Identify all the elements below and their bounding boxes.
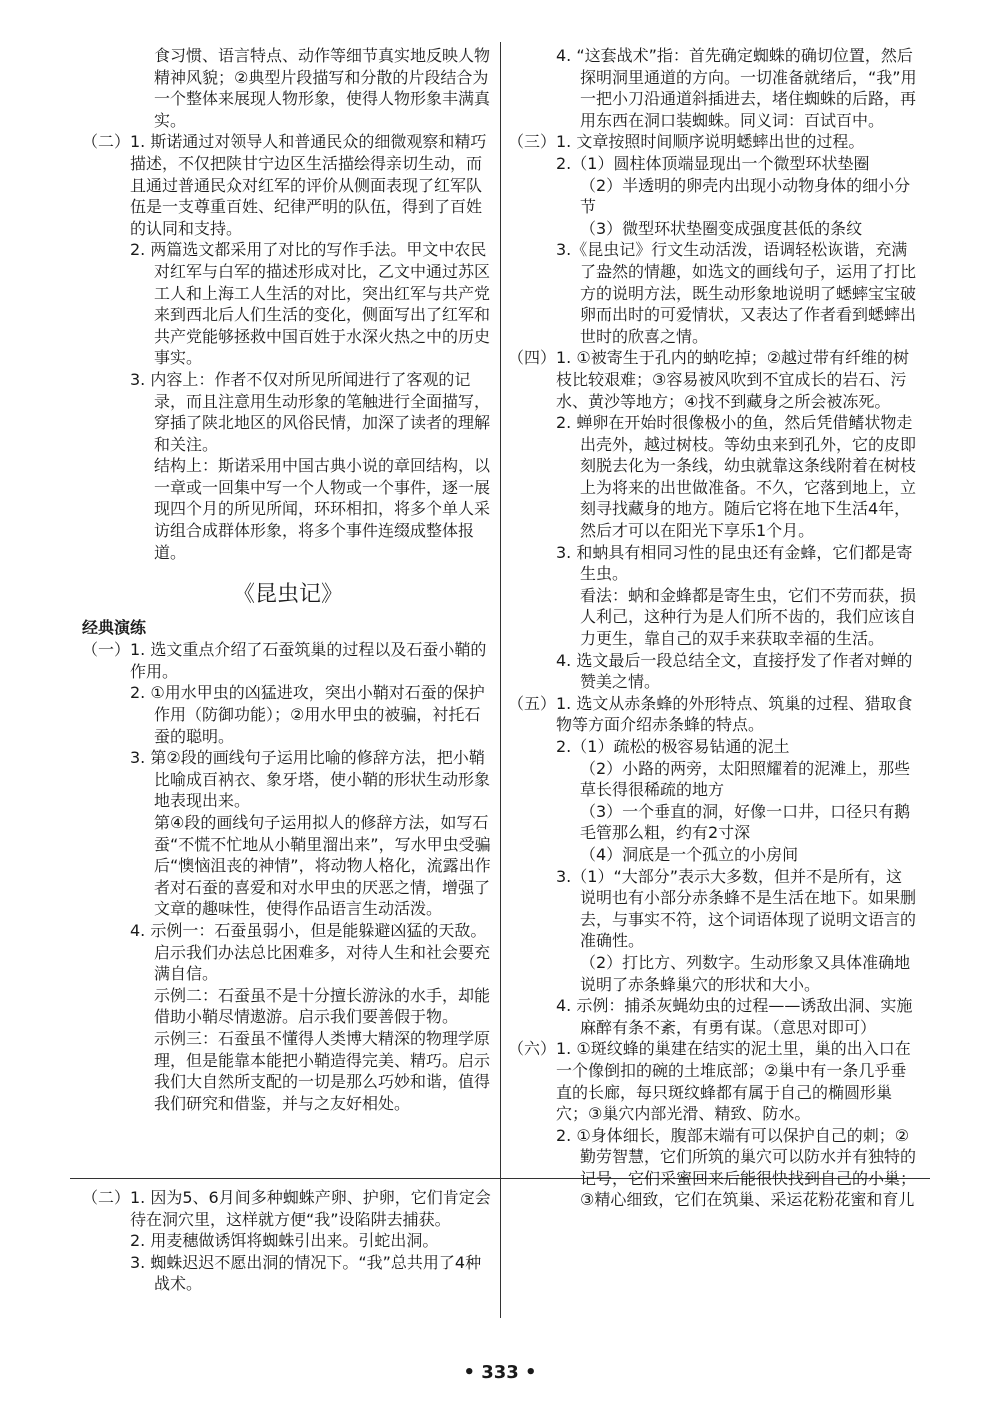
answer-paragraph: （3）微型环状垫圈变成强度甚低的条纹 — [580, 218, 863, 238]
answer-paragraph: （2）半透明的卵壳内出现小动物身体的细小分节 — [580, 175, 911, 217]
answer-paragraph: 2. ①身体细长，腹部末端有可以保护自己的刺；②勤劳智慧，它们所筑的巢穴可以防水并有独特的记号，它们采蜜回来后能很快找到自己的小巢；③精心细致，它们在筑巢、采运花粉花蜜和育儿 — [556, 1125, 917, 1210]
answer-paragraph: （四）1. ①被寄生于孔内的蚋吃掉；②越过带有纤维的树枝比较艰难；③容易被风吹到不宜成长的岩石、污水、黄沙等地方；④找不到藏身之所会被冻死。 — [508, 348, 910, 411]
answer-paragraph: 示例二：石蚕虽不是十分擅长游泳的水手，却能借助小鞘尽情遨游。启示我们要善假于物。 — [154, 985, 491, 1027]
left-column — [82, 45, 494, 1114]
answer-paragraph: （二）1. 因为5、6月间多种蜘蛛产卵、护卵，它们肯定会待在洞穴里，这样就方便“我”设陷阱去捕获。 — [82, 1188, 491, 1229]
answer-paragraph: （2）打比方、列数字。生动形象又具体准确地说明了赤条蜂巢穴的形状和大小。 — [580, 952, 911, 994]
answer-paragraph: 2. 蝉卵在开始时很像极小的鱼，然后凭借鳍状物走出壳外，越过树枝。等幼虫来到孔外，它的皮即刻脱去化为一条线，幼虫就靠这条线附着在树枝上为将来的出世做准备。不久，它落到地上，立刻寻找藏身的地方。随后它将在地下生活4年，然后才可以在阳光下享乐1个月。 — [556, 413, 917, 541]
answer-paragraph: 2. 两篇选文都采用了对比的写作手法。甲文中农民对红军与白军的描述形成对比，乙文中通过苏区工人和上海工人生活的对比，突出红军与共产党来到西北后人们生活的变化，侧面写出了红军和共产党能够拯救中国百姓于水深火热之中的历史事实。 — [130, 240, 491, 368]
answer-paragraph: （六）1. ①斑纹蜂的巢建在结实的泥土里，巢的出入口在一个像倒扣的碗的土堆底部；②巢中有一条几乎垂直的长廊，每只斑纹蜂都有属于自己的椭圆形巢穴；③巢穴内部光滑、精致、防水。 — [508, 1039, 911, 1124]
answer-paragraph: 3.（1）“大部分”表示大多数，但并不是所有，这说明也有小部分赤条蜂不是生活在地下。如果删去，与事实不符，这个词语体现了说明文语言的准确性。 — [556, 866, 917, 951]
section-heading: 经典演练 — [82, 618, 147, 638]
answer-paragraph: （3）一个垂直的洞，好像一口井，口径只有鹅毛管那么粗，约有2寸深 — [580, 801, 911, 843]
answer-paragraph: 示例三：石蚕虽不懂得人类博大精深的物理学原理，但是能靠本能把小鞘造得完美、精巧。启示我们大自然所支配的一切是那么巧妙和谐，值得我们研究和借鉴，并与之友好相处。 — [154, 1028, 491, 1113]
answer-paragraph: 3. 内容上：作者不仅对所见所闻进行了客观的记录，而且注意用生动形象的笔触进行全面描写，穿插了陕北地区的风俗民情，加深了读者的理解和关注。 — [130, 369, 491, 454]
answer-paragraph: （五）1. 选文从赤条蜂的外形特点、筑巢的过程、猎取食物等方面介绍赤条蜂的特点。 — [508, 693, 913, 735]
answer-paragraph: 2. ①用水甲虫的凶猛进攻，突出小鞘对石蚕的保护作用（防御功能）；②用水甲虫的被骗，衬托石蚕的聪明。 — [130, 683, 485, 746]
answer-paragraph: 3. 第②段的画线句子运用比喻的修辞方法，把小鞘比喻成百衲衣、象牙塔，使小鞘的形状生动形象地表现出来。 — [130, 748, 491, 811]
answer-paragraph: （2）小路的两旁，太阳照耀着的泥滩上，那些草长得很稀疏的地方 — [580, 758, 911, 800]
answer-paragraph: 看法：蚋和金蜂都是寄生虫，它们不劳而获，损人利己，这种行为是人们所不齿的，我们应该自力更生，靠自己的双手来获取幸福的生活。 — [580, 585, 917, 649]
answer-paragraph: （二）1. 斯诺通过对领导人和普通民众的细微观察和精巧描述，不仅把陕甘宁边区生活描绘得亲切生动，而且通过普通民众对红军的评价从侧面表现了红军队伍是一支尊重百姓、纪律严明的队伍，得到了百姓的认同和支持。 — [82, 132, 487, 238]
answer-paragraph: （一）1. 选文重点介绍了石蚕筑巢的过程以及石蚕小鞘的作用。 — [82, 640, 487, 681]
answer-paragraph: 第④段的画线句子运用拟人的修辞方法，如写石蚕“不慌不忙地从小鞘里溜出来”，写水甲虫受骗后“懊恼沮丧的神情”，将动物人格化，流露出作者对石蚕的喜爱和对水甲虫的厌恶之情，增强了文章的趣味性，使得作品语言生动活泼。 — [154, 813, 491, 919]
column-divider — [500, 42, 501, 1318]
answer-paragraph: 4. “这套战术”指：首先确定蜘蛛的确切位置，然后探明洞里通道的方向。一切准备就绪后，“我”用一把小刀沿通道斜插进去，堵住蜘蛛的后路，再用东西在洞口装蜘蛛。同义词：百试百中。 — [556, 46, 917, 130]
answer-paragraph: （三）1. 文章按照时间顺序说明蟋蟀出世的过程。 — [508, 132, 865, 152]
answer-paragraph: 3.《昆虫记》行文生动活泼，语调轻松诙谐，充满了盎然的情趣，如选文的画线句子，运用了打比方的说明方法，既生动形象地说明了蟋蟀宝宝破卵而出时的可爱情状，又表达了作者看到蟋蟀出世时的欣喜之情。 — [556, 240, 917, 346]
page-number: • 333 • — [463, 1362, 537, 1383]
answer-paragraph: 4. 选文最后一段总结全文，直接抒发了作者对蝉的赞美之情。 — [556, 650, 913, 692]
answer-paragraph: 2. 用麦穗做诱饵将蜘蛛引出来。引蛇出洞。 — [130, 1231, 439, 1251]
section-title: 《昆虫记》 — [232, 582, 343, 608]
answer-paragraph: 2.（1）疏松的极容易钻通的泥土 — [556, 737, 790, 756]
answer-paragraph: 4. 示例一：石蚕虽弱小，但是能躲避凶猛的天敌。启示我们办法总比困难多，对待人生和社会要充满自信。 — [130, 920, 491, 984]
left-column-tail — [82, 1187, 494, 1295]
answer-paragraph: 3. 和蚋具有相同习性的昆虫还有金蜂，它们都是寄生虫。 — [556, 542, 913, 584]
answer-paragraph: 4. 示例：捕杀灰蝇幼虫的过程——诱敌出洞、实施麻醉有条不紊，有勇有谋。（意思对即可） — [556, 996, 913, 1037]
answer-paragraph: （4）洞底是一个孤立的小房间 — [580, 844, 799, 864]
answer-paragraph: 3. 蜘蛛迟迟不愿出洞的情况下。“我”总共用了4种战术。 — [130, 1252, 482, 1294]
answer-paragraph: 结构上：斯诺采用中国古典小说的章回结构，以一章或一回集中写一个人物或一个事件，逐一展现四个月的所见所闻，环环相扣，将多个单人采访组合成群体形象，将多个事件连缀成整体报道。 — [154, 456, 491, 562]
answer-paragraph: 食习惯、语言特点、动作等细节真实地反映人物精神风貌；②典型片段描写和分散的片段结合为一个整体来展现人物形象，使得人物形象丰满真实。 — [154, 46, 491, 130]
right-column — [508, 45, 918, 1211]
answer-paragraph: 2.（1）圆柱体顶端显现出一个微型环状垫圈 — [556, 153, 870, 173]
